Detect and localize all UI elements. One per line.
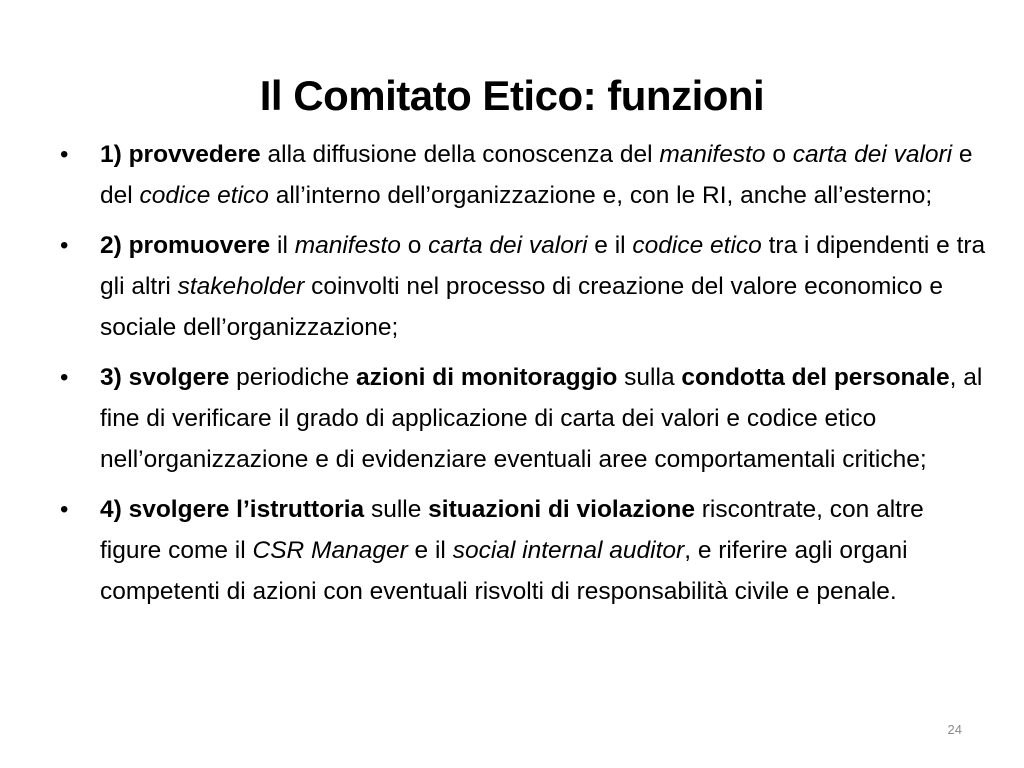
bullet-icon: • (60, 141, 69, 168)
text-segment: 3) svolgere (100, 364, 230, 391)
bullet-icon: • (60, 364, 69, 391)
bullet-text-1 (100, 141, 973, 209)
text-segment: e il (587, 232, 633, 259)
text-segment: tra i dipendenti e tra gli altri (100, 232, 986, 300)
text-segment: 2) promuovere (100, 232, 271, 259)
text-segment: situazioni di violazione (428, 496, 695, 523)
bullet-item-4 (60, 489, 990, 612)
text-segment: riscontrate, con altre figure come il (100, 496, 924, 564)
text-segment: sulla (617, 364, 682, 391)
text-segment: all’interno dell’organizzazione e, con le RI, anche all’esterno; (268, 182, 933, 209)
bullet-list (60, 134, 990, 621)
text-segment: stakeholder (177, 273, 305, 300)
bullet-text-3 (100, 364, 982, 473)
bullet-text-2 (100, 232, 985, 341)
text-segment: coinvolti nel processo di creazione del valore economico e sociale dell’organizzazione; (100, 273, 943, 341)
text-segment: e del (100, 141, 973, 209)
text-segment: CSR Manager (252, 537, 408, 564)
text-segment: codice etico (632, 232, 762, 259)
bullet-text-4 (100, 496, 924, 605)
text-segment: carta dei valori (792, 141, 953, 168)
text-segment: , al fine di verificare il grado di applicazione di carta dei valori e codice etico nell’organizzazione e di evidenziare eventuali aree comportamentali critiche; (100, 364, 983, 473)
bullet-item-3 (60, 357, 990, 480)
text-segment: condotta del personale (681, 364, 950, 391)
text-segment: codice etico (139, 182, 269, 209)
bullet-icon: • (60, 232, 69, 259)
text-segment: periodiche (229, 364, 357, 391)
slide-title: Il Comitato Etico: funzioni (259, 72, 765, 119)
text-segment: o (765, 141, 793, 168)
text-segment: 4) svolgere l’istruttoria (100, 496, 365, 523)
text-segment: e il (407, 537, 453, 564)
text-segment: manifesto (659, 141, 766, 168)
text-segment: , e riferire agli organi competenti di azioni con eventuali risvolti di responsabilità civile e penale. (100, 537, 908, 605)
text-segment: alla diffusione della conoscenza del (260, 141, 660, 168)
text-segment: sulle (364, 496, 429, 523)
text-segment: manifesto (294, 232, 401, 259)
text-segment: o (400, 232, 429, 259)
bullet-icon: • (60, 496, 69, 523)
text-segment: azioni di monitoraggio (356, 364, 618, 391)
text-segment: 1) provvedere (100, 141, 261, 168)
bullet-item-1 (60, 134, 990, 216)
bullet-item-2 (60, 225, 990, 348)
text-segment: il (270, 232, 295, 259)
text-segment: social internal auditor (452, 537, 685, 564)
text-segment: carta dei valori (428, 232, 588, 259)
page-number: 24 (947, 722, 962, 737)
